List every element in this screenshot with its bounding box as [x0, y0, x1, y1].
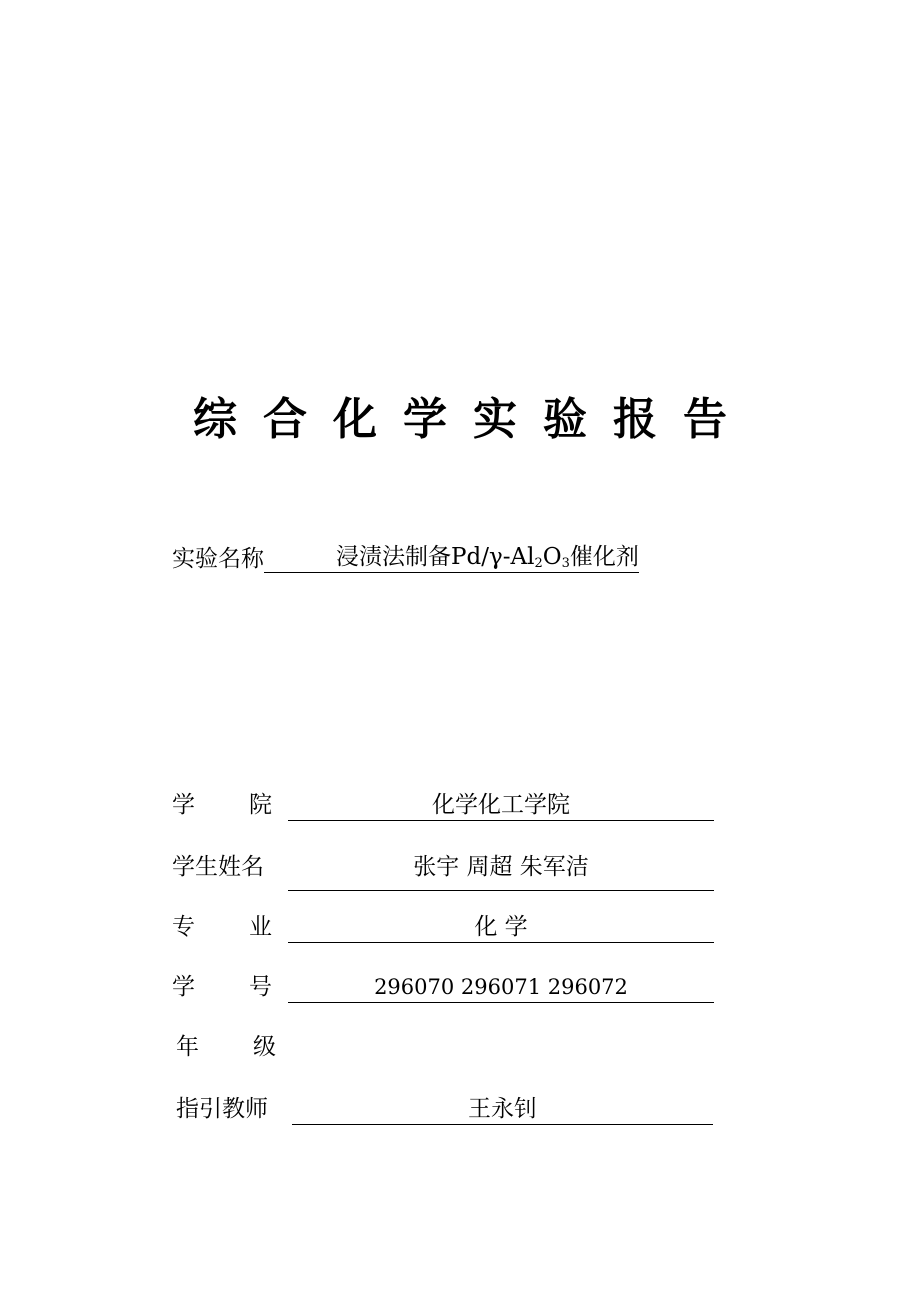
experiment-name-row — [172, 533, 639, 573]
title-char: 报 — [613, 394, 657, 445]
experiment-name-suffix: 催化剂 — [569, 544, 639, 570]
student-id-label: 学 号 — [172, 974, 272, 1000]
student-names-label: 学生姓名 — [172, 854, 264, 880]
college-label: 学 院 — [172, 792, 272, 818]
subscript-2: 2 — [534, 556, 543, 571]
advisor-label: 指引教师 — [176, 1096, 268, 1122]
title-char: 化 — [333, 394, 377, 445]
grade-row — [176, 1032, 721, 1072]
experiment-name-mid: O — [542, 544, 562, 570]
major-label: 专 业 — [172, 914, 272, 940]
experiment-name-label: 实验名称 — [172, 546, 264, 572]
report-title — [0, 380, 920, 450]
student-id-row — [172, 972, 717, 1012]
advisor-row — [176, 1094, 721, 1134]
student-names-value: 张宇 周超 朱军洁 — [288, 852, 714, 891]
grade-label: 年 级 — [176, 1034, 276, 1060]
title-char: 学 — [403, 394, 447, 445]
title-char: 验 — [543, 394, 587, 445]
experiment-name-prefix: 浸渍法制备Pd/γ-Al — [336, 544, 535, 570]
student-names-row — [172, 852, 717, 896]
title-char: 综 — [193, 394, 237, 445]
advisor-value: 王永钊 — [292, 1094, 713, 1125]
experiment-name-value — [264, 542, 639, 573]
title-char: 合 — [263, 394, 307, 445]
title-char: 告 — [683, 394, 727, 445]
student-id-value: 296070 296071 296072 — [288, 972, 714, 1003]
major-value: 化 学 — [288, 912, 714, 943]
major-row — [172, 912, 717, 952]
college-row — [172, 790, 717, 830]
college-value: 化学化工学院 — [288, 790, 714, 821]
title-char: 实 — [473, 394, 517, 445]
subscript-3: 3 — [561, 556, 570, 571]
